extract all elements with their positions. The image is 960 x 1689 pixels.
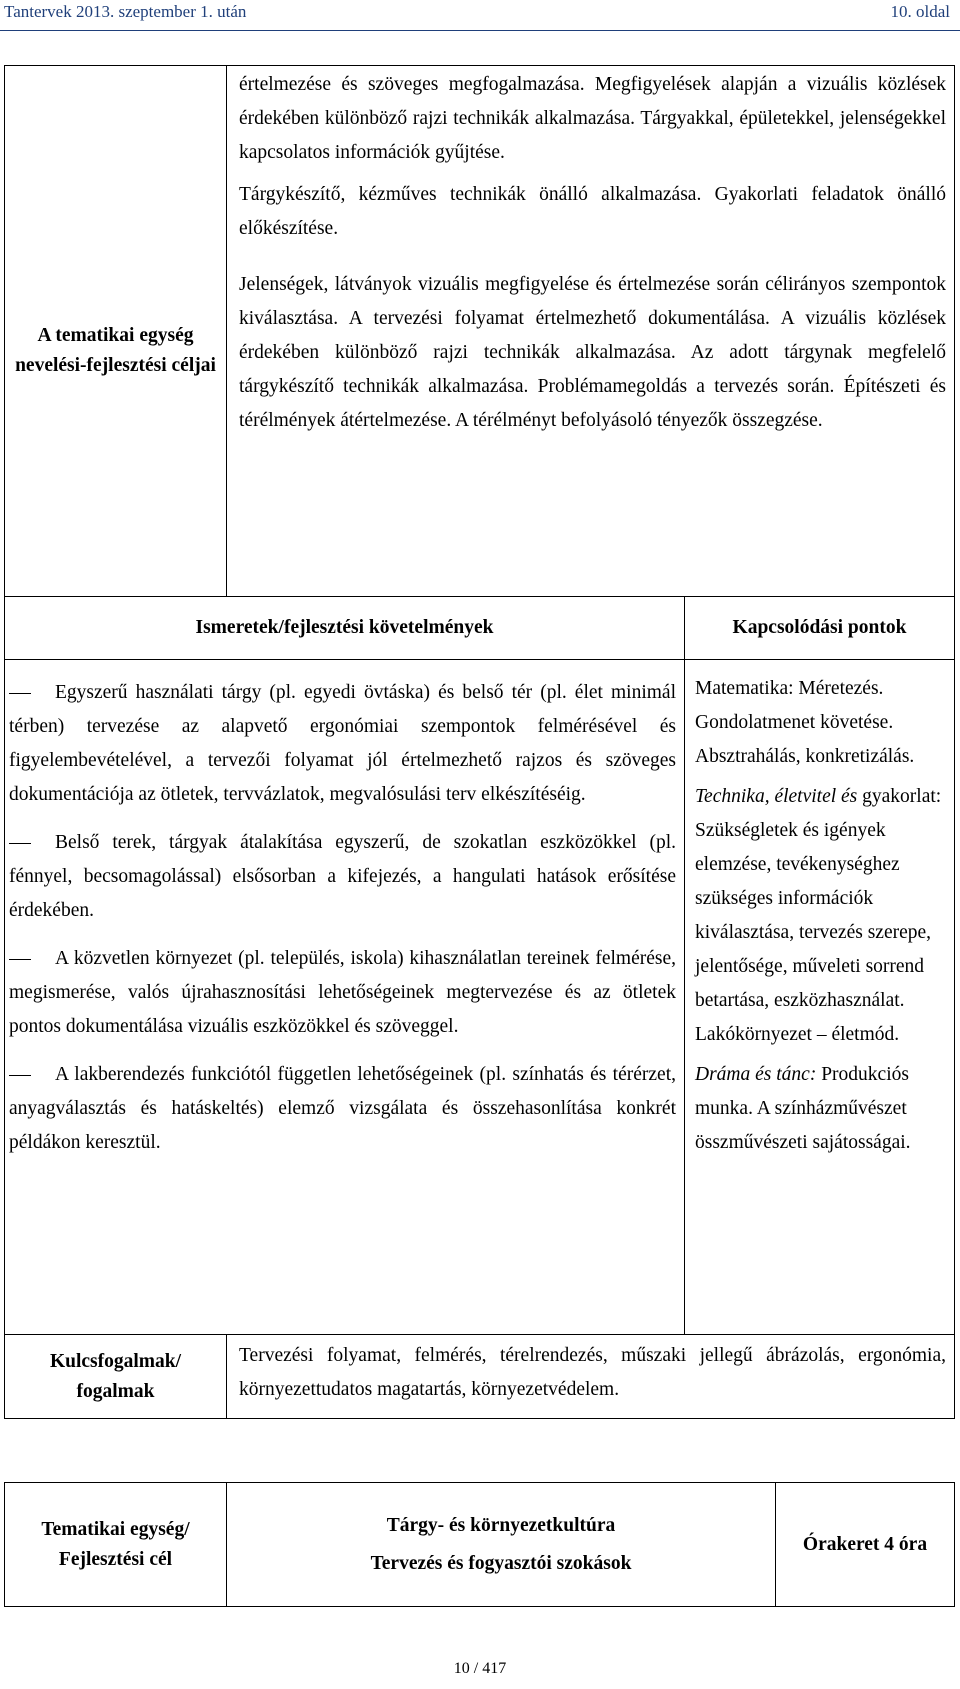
goals-paragraph-2: Tárgykészítő, kézműves technikák önálló alkalmazása. Gyakorlati feladatok önálló előkészítése. <box>239 184 947 239</box>
goals-table <box>4 65 955 1419</box>
goals-label-cell <box>5 66 227 597</box>
key-concepts-text: Tervezési folyamat, felmérés, térelrendezés, műszaki jellegű ábrázolás, ergonómia, környezettudatos magatartás, környezetvédelem. <box>239 1345 947 1400</box>
unit-title-cell <box>227 1483 776 1607</box>
page-footer: 10 / 417 <box>453 1660 507 1677</box>
header-rule <box>0 30 960 31</box>
key-concepts-cell <box>227 1335 955 1419</box>
goals-label: A tematikai egység nevelési-fejlesztési céljai <box>15 325 216 376</box>
requirements-heading: Ismeretek/fejlesztési követelmények <box>5 597 685 660</box>
links-math: Matematika: Méretezés. Gondolatmenet követése. Absztrahálás, konkretizálás. <box>695 678 915 767</box>
header-left-text: Tantervek 2013. szeptember 1. után <box>4 2 247 21</box>
links-tech: Technika, életvitel és gyakorlat: Szükségletek és igények elemzése, tevékenységhez szükséges információk kiválasztása, tervezés szerepe, jelentősége, műveleti sorrend betartása, eszközhasználat. Lakókörnyezet – életmód. <box>695 786 942 1045</box>
unit-subtitle: Tervezés és fogyasztói szokások <box>370 1552 632 1574</box>
dash-bullet <box>9 826 55 860</box>
goals-text-cell <box>227 66 955 597</box>
requirement-item: A lakberendezés funkciótól független lehetőségeinek (pl. színhatás és térérzet, anyagválasztás és hatáskeltés) elemző vizsgálata és összehasonlítása konkrét példákon keresztül. <box>9 1058 676 1160</box>
goals-paragraph-1: értelmezése és szöveges megfogalmazása. Megfigyelések alapján a vizuális közlések érdekében különböző rajzi technikák alkalmazása. Tárgyakkal, épületekkel, jelenségekkel kapcsolatos információk gyűjtése. <box>239 74 947 163</box>
dash-bullet <box>9 1058 55 1092</box>
key-concepts-label: Kulcsfogalmak/ fogalmak <box>5 1335 227 1419</box>
goals-paragraph-3: Jelenségek, látványok vizuális megfigyelése és értelmezése során célirányos szempontok kiválasztása. A tervezési folyamat értelmezhető dokumentálása. A vizuális közlések érdekében különböző rajzi technikák alkalmazása. Az adott tárgynak megfelelő tárgykészítő technikák alkalmazása. Problémamegoldás a tervezés során. Építészeti és térélmények átértelmezése. A térélményt befolyásoló tényezők összegzése. <box>239 274 947 431</box>
links-drama: Dráma és tánc: Produkciós munka. A színházművészet összművészeti sajátosságai. <box>695 1064 911 1153</box>
dash-bullet <box>9 942 55 976</box>
unit-table <box>4 1482 955 1607</box>
requirements-cell <box>5 660 685 1335</box>
page-header <box>0 0 960 34</box>
links-heading: Kapcsolódási pontok <box>685 597 955 660</box>
dash-bullet <box>9 676 55 710</box>
header-page-number: 10. oldal <box>890 2 950 21</box>
requirement-item: Egyszerű használati tárgy (pl. egyedi övtáska) és belső tér (pl. élet minimál térben) tervezése az alapvető ergonómiai szempontok felmérésével és figyelembevételével, a tervezői folyamat jól értelmezhető rajzos és szöveges dokumentációja az ötletek, tervvázlatok, megvalósulási terv elkészítéséig. <box>9 676 676 812</box>
hours-label: Órakeret 4 óra <box>776 1483 955 1607</box>
unit-title: Tárgy- és környezetkultúra <box>386 1514 616 1536</box>
unit-label: Tematikai egység/ Fejlesztési cél <box>5 1483 227 1607</box>
requirement-item: Belső terek, tárgyak átalakítása egyszerű, de szokatlan eszközökkel (pl. fénnyel, becsomagolással) elsősorban a kifejezés, a hangulati hatások erősítése érdekében. <box>9 826 676 928</box>
requirement-item: A közvetlen környezet (pl. település, iskola) kihasználatlan tereinek felmérése, megismerése, valós újrahasznosítási lehetőségeinek megtervezése és az ötletek pontos dokumentálása vizuális eszközökkel és szöveggel. <box>9 942 676 1044</box>
links-cell <box>685 660 955 1335</box>
